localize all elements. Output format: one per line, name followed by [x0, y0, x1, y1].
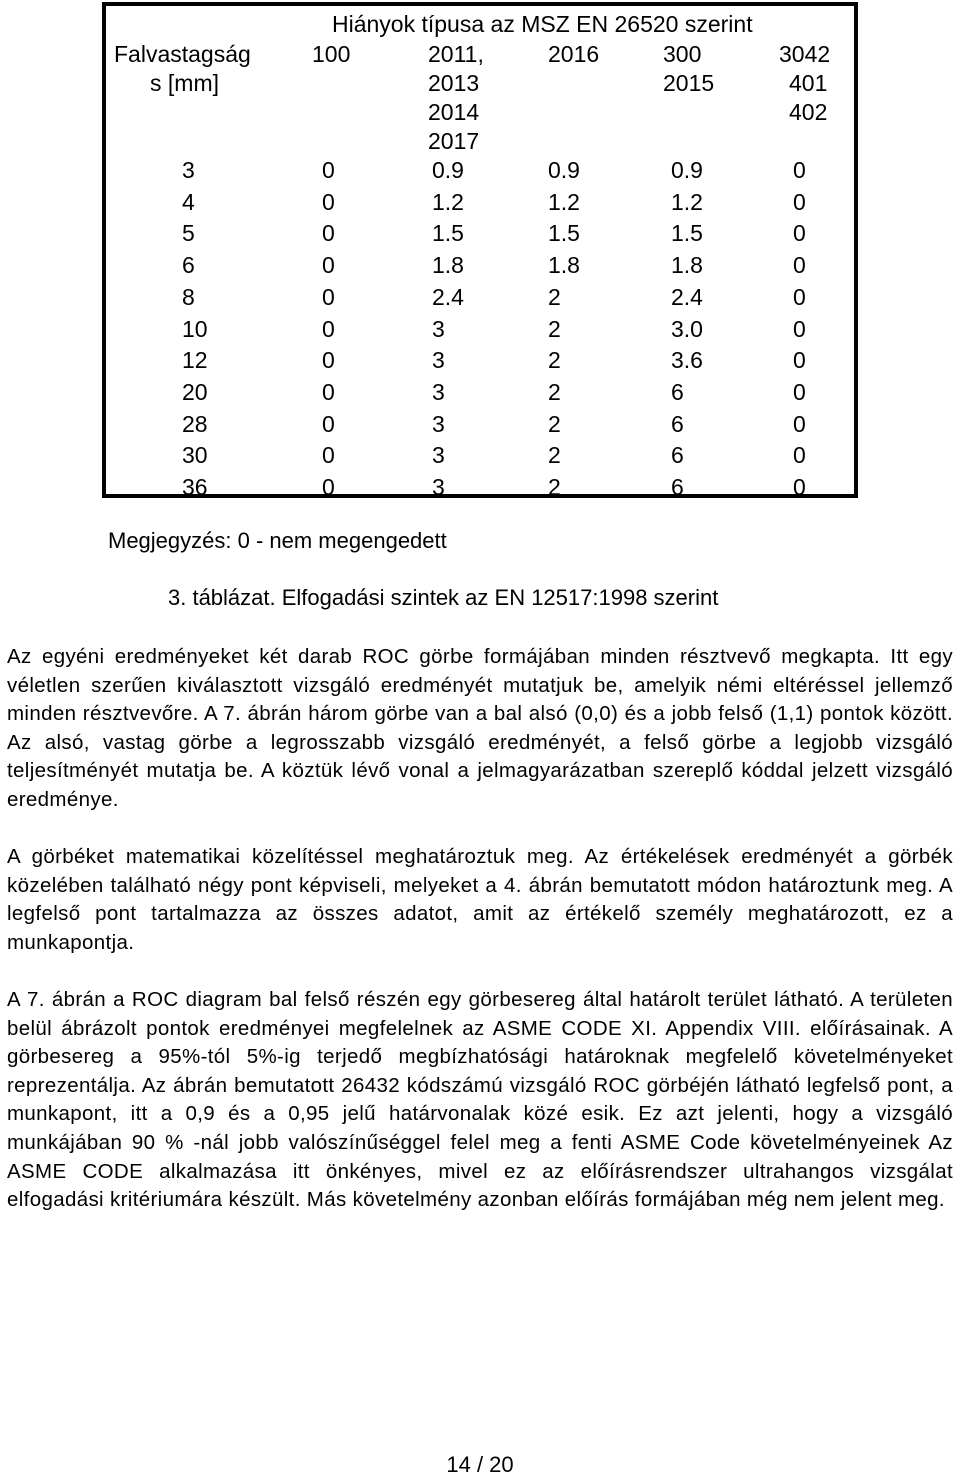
table-cell-thickness: 30 [182, 442, 208, 469]
table-cell-value: 1.2 [548, 188, 580, 215]
paragraph-3: A 7. ábrán a ROC diagram bal felső részén egy görbesereg által határolt terület látható. A területen belül ábrázolt pontok eredményei megfelelnek az ASME CODE XI. Appendix VIII. előírásainak. A görbesereg a 95%-tól 5%-ig terjedő megbízhatósági határoknak megfelelő követelményeket reprezentálja. Az ábrán bemutatott 26432 kódszámú vizsgáló ROC görbéjén látható legfelső pont, a munkapont, itt a 0,9 és a 0,95 jelű határvonalak közé esik. Ez azt jelenti, hogy a vizsgáló munkájában 90 % -nál jobb valószínűséggel felel meg a fenti ASME Code követelményeinek Az ASME CODE alkalmazása itt önkényes, mivel ez az előírásrendszer ultrahangos vizsgálat elfogadási kritériumára készült. Más követelmény azonban előírás formájában még nem jelent meg. [7, 988, 953, 1212]
table-cell-value: 0 [793, 315, 806, 342]
table-note: Megjegyzés: 0 - nem megengedett [108, 528, 447, 553]
table-cell-thickness: 5 [182, 220, 195, 247]
table-cell-value: 2 [548, 410, 561, 437]
table-cell-value: 3 [432, 315, 445, 342]
header-col-5-line1: 3042 [779, 41, 831, 67]
table-cell-value: 6 [671, 378, 684, 405]
table-cell-value: 0 [793, 283, 806, 310]
table-cell-value: 3 [432, 347, 445, 374]
table-cell-value: 6 [671, 410, 684, 437]
page-number: 14 / 20 [446, 1452, 514, 1477]
header-col-1: 100 [312, 41, 351, 67]
table-cell-value: 2 [548, 378, 561, 405]
table-cell-value: 0 [793, 252, 806, 279]
table-cell-value: 0 [322, 188, 335, 215]
table-cell-value: 6 [671, 474, 684, 500]
table-cell-value: 0 [793, 157, 806, 183]
table-cell-thickness: 36 [182, 474, 208, 500]
table-cell-value: 1.8 [432, 252, 464, 279]
table-cell-thickness: 4 [182, 188, 195, 215]
table-cell-value: 3.6 [671, 347, 703, 374]
table-cell-value: 0 [322, 410, 335, 437]
table-cell-thickness: 3 [182, 157, 195, 183]
table-cell-value: 0 [322, 157, 335, 183]
table-cell-value: 3.0 [671, 315, 703, 342]
table-cell-value: 0 [322, 378, 335, 405]
header-col-2-line1: 2011, [428, 41, 484, 67]
table-cell-value: 0.9 [432, 157, 464, 183]
table-title: Hiányok típusa az MSZ EN 26520 szerint [332, 11, 753, 37]
table-cell-value: 0 [322, 442, 335, 469]
table-cell-value: 0 [793, 442, 806, 469]
table-cell-thickness: 10 [182, 315, 208, 342]
table-cell-value: 1.2 [432, 188, 464, 215]
table-cell-value: 2 [548, 283, 561, 310]
table-cell-value: 1.5 [432, 220, 464, 247]
table-cell-thickness: 6 [182, 252, 195, 279]
table-cell-thickness: 12 [182, 347, 208, 374]
table-cell-value: 3 [432, 474, 445, 500]
table-cell-value: 3 [432, 378, 445, 405]
paragraph-1: Az egyéni eredményeket két darab ROC görbe formájában minden résztvevő megkapta. Itt egy véletlen szerűen kiválasztott vizsgáló eredményét mutatjuk be, amelyik némi eltéréssel jellemző minden résztvevőre. A 7. ábrán három görbe van a bal alsó (0,0) és a jobb felső (1,1) pontok között. Az alsó, vastag görbe a legrosszabb vizsgáló eredményét, a felső görbe a legjobb vizsgáló teljesítményét mutatja be. A köztük lévő vonal a jelmagyarázatban szereplő kóddal jelzett vizsgáló eredménye. [7, 645, 953, 811]
table-cell-value: 0 [322, 315, 335, 342]
paragraph-2: A görbéket matematikai közelítéssel meghatároztuk meg. Az értékelések eredményét a görbék közelében található négy pont képviseli, melyeket a 4. ábrán bemutatott módon határoztunk meg. A legfelső pont tartalmazza az összes adatot, amit az értékelő személy meghatározott, ez a munkapontja. [7, 845, 953, 954]
table-cell-value: 0 [793, 378, 806, 405]
table-cell-value: 2 [548, 315, 561, 342]
table-cell-thickness: 28 [182, 410, 208, 437]
table-cell-value: 0 [322, 283, 335, 310]
header-thickness-line1: Falvastagság [114, 41, 251, 67]
table-cell-value: 0 [793, 410, 806, 437]
table-caption: 3. táblázat. Elfogadási szintek az EN 12517:1998 szerint [168, 585, 719, 610]
header-col-2-line2: 2013 [428, 70, 480, 96]
acceptance-table [102, 2, 858, 498]
table-cell-value: 2 [548, 442, 561, 469]
table-cell-value: 2 [548, 347, 561, 374]
header-thickness-line2: s [mm] [150, 70, 219, 96]
table-cell-value: 6 [671, 442, 684, 469]
table-cell-value: 0 [793, 474, 806, 500]
table-cell-value: 1.8 [671, 252, 703, 279]
header-col-4-line1: 300 [663, 41, 702, 67]
table-cell-thickness: 8 [182, 283, 195, 310]
header-col-2-line3: 2014 [428, 99, 480, 125]
table-cell-value: 0 [322, 347, 335, 374]
header-col-5-line3: 402 [789, 99, 828, 125]
table-cell-value: 0 [322, 474, 335, 500]
table-cell-value: 1.5 [671, 220, 703, 247]
table-cell-value: 1.8 [548, 252, 580, 279]
table-cell-value: 1.5 [548, 220, 580, 247]
header-col-3: 2016 [548, 41, 600, 67]
table-cell-value: 2.4 [671, 283, 703, 310]
table-cell-value: 0.9 [671, 157, 703, 183]
table-cell-value: 2.4 [432, 283, 464, 310]
table-cell-value: 0 [793, 220, 806, 247]
header-col-4-line2: 2015 [663, 70, 715, 96]
table-cell-value: 0 [322, 252, 335, 279]
table-cell-value: 1.2 [671, 188, 703, 215]
header-col-5-line2: 401 [789, 70, 828, 96]
table-cell-value: 0.9 [548, 157, 580, 183]
table-cell-value: 0 [793, 347, 806, 374]
table-cell-value: 3 [432, 442, 445, 469]
table-cell-value: 0 [793, 188, 806, 215]
header-col-2-line4: 2017 [428, 128, 480, 154]
table-cell-thickness: 20 [182, 378, 208, 405]
table-cell-value: 2 [548, 474, 561, 500]
table-cell-value: 3 [432, 410, 445, 437]
table-cell-value: 0 [322, 220, 335, 247]
